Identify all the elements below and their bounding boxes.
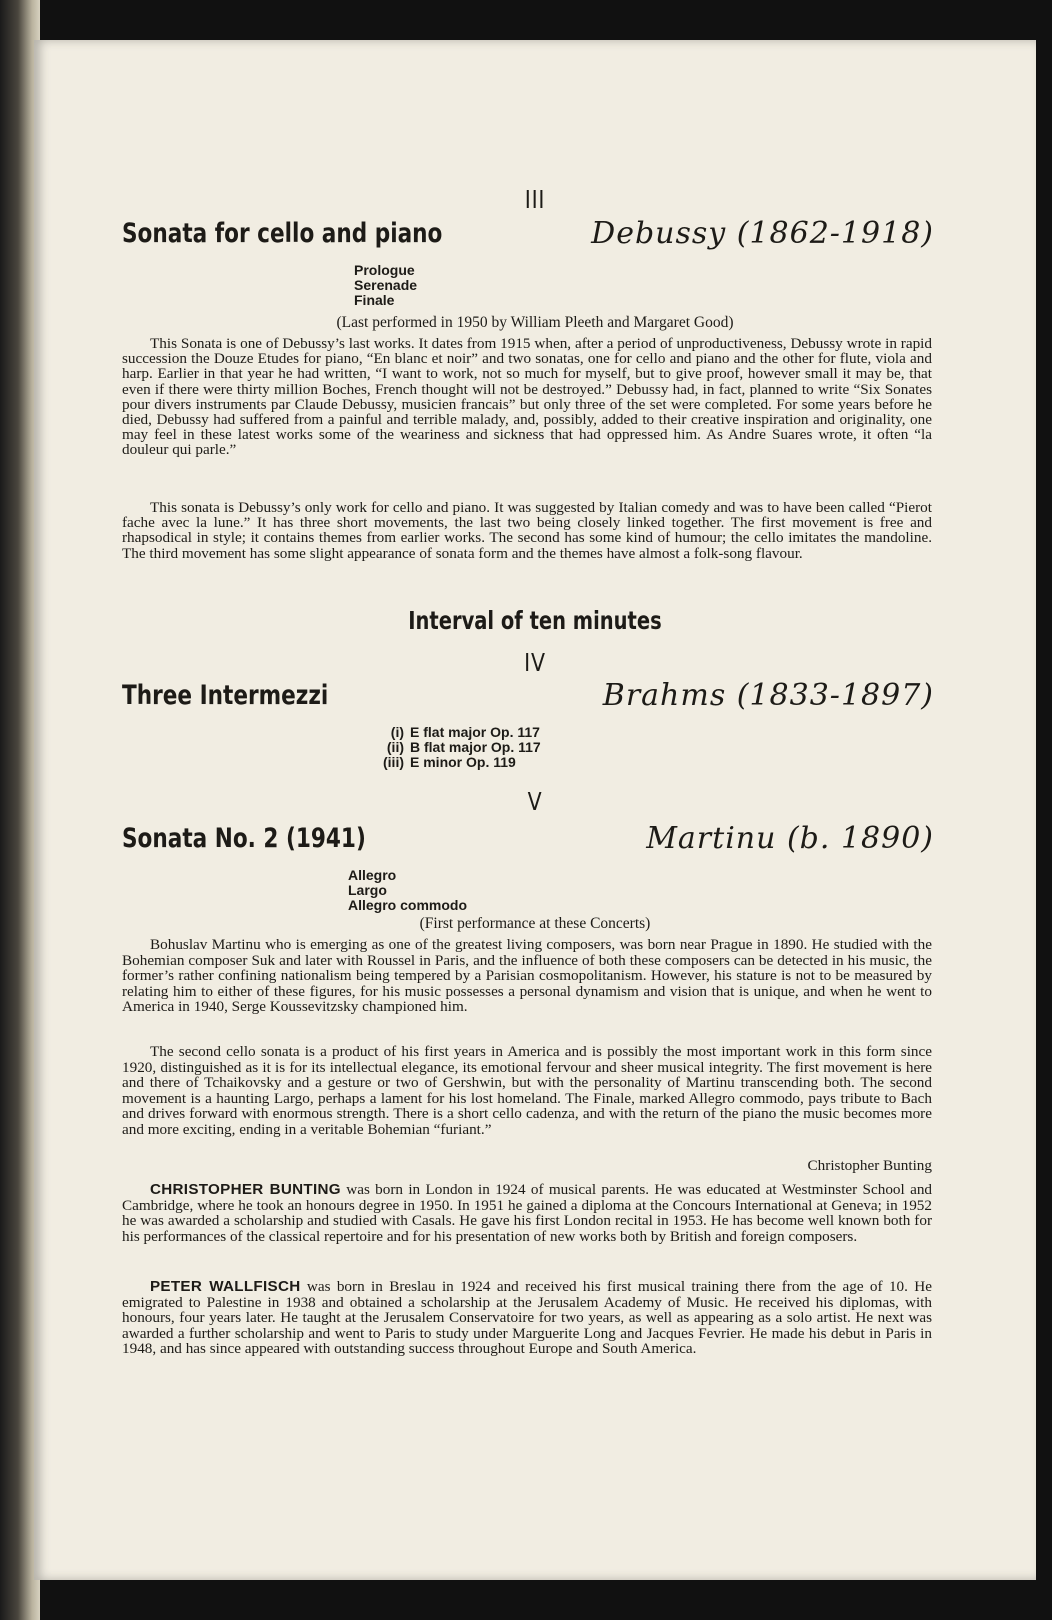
movement: Serenade xyxy=(354,277,418,293)
program-note-paragraph: This sonata is Debussy’s only work for cello and piano. It was suggested by Italian comedy and was to have been called “Pierot fache avec la lune.” It has three short movements, the last two being closely linked together. The first movement is free and rhapsodical in style; it contains themes from earlier works. The second has some kind of humour; the cello imitates the mandoline. The third movement has some slight appearance of sonata form and the themes have almost a folk-song flavour. xyxy=(122,499,932,562)
movement: Finale xyxy=(354,292,395,308)
work-title-martinu: Sonata No. 2 (1941) xyxy=(122,823,366,854)
bio-paragraph-wallfisch: PETER WALLFISCH was born in Breslau in 1924 and received his first musical training there from the age of 10. He emigrated to Palestine in 1938 and obtained a scholarship at the Jerusalem Academy of Music. He received his diplomas, with honours, four years later. He taught at the Jerusalem Conservatoire for two years, as well as appearing as a solo artist. He next was awarded a further scholarship and went to Paris to study under Marguerite Long and Jacques Fevrier. He made his debut in Paris in 1948, and has since appeared with outstanding success throughout Europe and South America. xyxy=(122,1278,932,1358)
section-numeral-iii: III xyxy=(524,185,546,214)
intermezzo-item: (iii) E minor Op. 119 xyxy=(383,754,516,770)
performance-note-martinu: (First performance at these Concerts) xyxy=(419,915,651,932)
composer-martinu: Martinu (b. 1890) xyxy=(646,821,934,856)
note-signature: Christopher Bunting xyxy=(807,1157,932,1174)
movement: Prologue xyxy=(354,262,415,278)
program-note-paragraph: This Sonata is one of Debussy’s last works. It dates from 1915 when, after a period of unproductiveness, Debussy wrote in rapid succession the Douze Etudes for piano, “En blanc et noir” and two sonatas, one for cello and piano and the other for flute, viola and harp. Earlier in that year he had written, “I want to work, not so much for myself, but to give proof, however small it may be, that even if there were thirty million Boches, French thought will not be destroyed.” Debussy had, in fact, planned to write “Six Sonates pour divers instruments par Claude Debussy, musicien francais” but only three of the set were completed. For some years before he died, Debussy had suffered from a painful and terrible malady, and, possibly, added to their creative inspiration and originality, one may feel in these latest works some of the weariness and sickness that had oppressed him. As Andre Suares wrote, it often “la douleur qui parle.” xyxy=(122,335,932,459)
movement: Allegro xyxy=(348,867,397,883)
movement: Largo xyxy=(348,882,387,898)
composer-debussy: Debussy (1862-1918) xyxy=(591,216,934,251)
performer-name: CHRISTOPHER BUNTING xyxy=(150,1181,341,1198)
bio-paragraph-bunting: CHRISTOPHER BUNTING was born in London in 1924 of musical parents. He was educated at Westminster School and Cambridge, where he took an honours degree in 1950. In 1951 he gained a diploma at the Concours International at Geneva; in 1952 he was awarded a scholarship and studied with Casals. He gave his first London recital in 1953. He has become well known both for his performances of the classical repertoire and for his presentation of new works both by British and foreign composers. xyxy=(122,1181,932,1245)
section-numeral-v: V xyxy=(527,787,543,816)
interval-heading: Interval of ten minutes xyxy=(408,606,662,635)
work-title-brahms: Three Intermezzi xyxy=(122,680,329,711)
program-note-paragraph: Bohuslav Martinu who is emerging as one of the greatest living composers, was born near Prague in 1890. He studied with the Bohemian composer Suk and later with Roussel in Paris, and the influence of both these composers can be detected in his music, the former’s rather confining nationalism being tempered by a Parisian cosmopolitanism. However, his stature is not to be measured by relating him to either of these figures, for his music possesses a personal dynamism and vision that is unique, and when he went to America in 1940, Serge Koussevitzsky championed him. xyxy=(122,936,932,1016)
program-note-paragraph: The second cello sonata is a product of his first years in America and is possibly the most important work in this form since 1920, distinguished as it is for its intellectual elegance, its emotional fervour and sheer musical integrity. The first movement is here and there of Tchaikovsky and a gesture or two of Gershwin, but with the personality of Martinu transcending both. The second movement is a haunting Largo, perhaps a lament for his lost homeland. The Finale, marked Allegro commodo, pays tribute to Bach and drives forward with enormous strength. There is a short cello cadenza, and with the return of the piano the music becomes more and more exciting, ending in a veritable Bohemian “furiant.” xyxy=(122,1043,932,1138)
movement: Allegro commodo xyxy=(348,897,468,913)
intermezzo-item: (i) E flat major Op. 117 xyxy=(390,724,540,740)
movement-list-martinu xyxy=(348,868,467,913)
movement-list-debussy xyxy=(354,263,417,308)
composer-brahms: Brahms (1833-1897) xyxy=(602,678,934,713)
intermezzo-item: (ii) B flat major Op. 117 xyxy=(386,739,541,755)
intermezzi-list xyxy=(364,725,541,770)
performer-name: PETER WALLFISCH xyxy=(150,1278,301,1295)
performance-note-debussy: (Last performed in 1950 by William Pleeth and Margaret Good) xyxy=(336,314,734,331)
work-title-debussy: Sonata for cello and piano xyxy=(122,218,443,249)
program-page xyxy=(34,40,1036,1580)
section-numeral-iv: IV xyxy=(524,648,546,677)
